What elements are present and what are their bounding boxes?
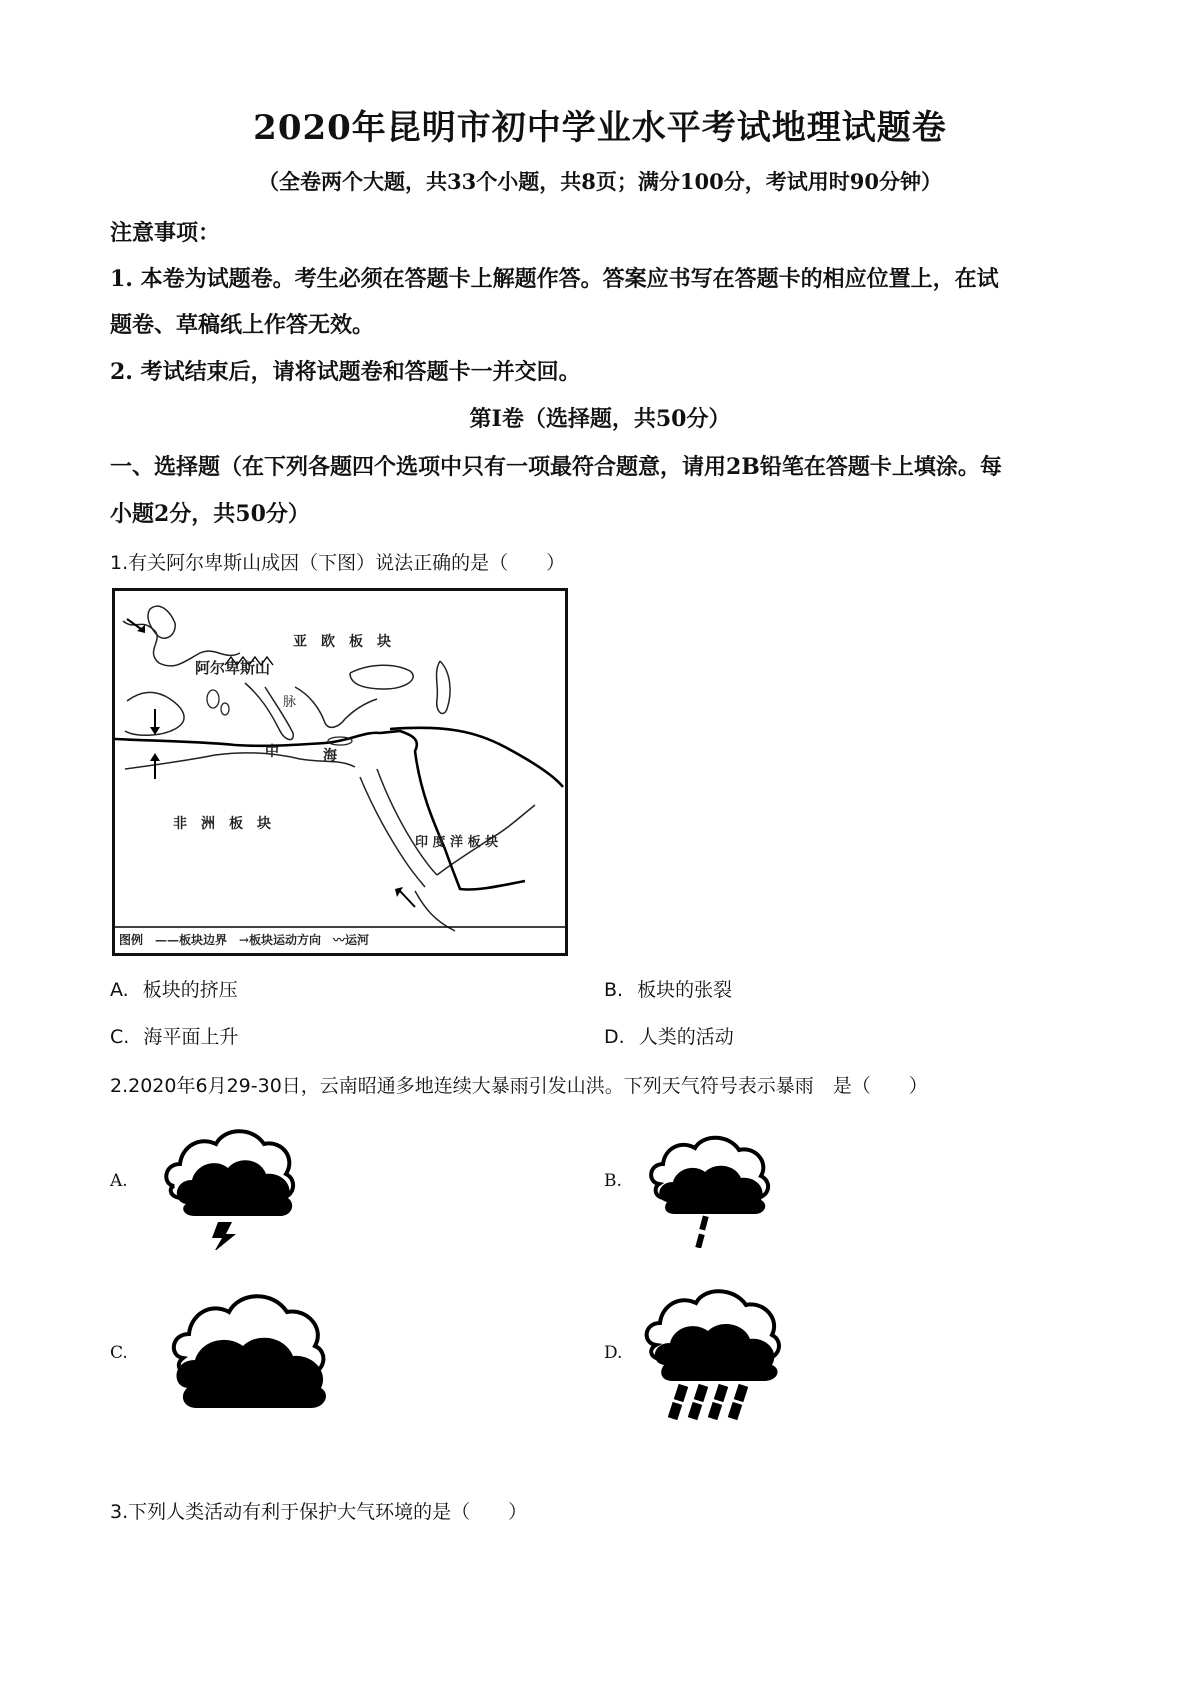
q2-option-b-label[interactable]: B.	[604, 1171, 622, 1191]
q2-option-d-label[interactable]: D.	[604, 1343, 623, 1363]
q2-option-c-label[interactable]: C.	[110, 1343, 128, 1363]
heavy-rain-icon[interactable]	[640, 1285, 790, 1420]
q2-option-a-label[interactable]: A.	[110, 1171, 128, 1191]
light-rain-icon[interactable]	[645, 1128, 775, 1248]
option-text: 板块的挤压	[142, 979, 238, 1001]
question-3-stem: 3.下列人类活动有利于保护大气环境的是（ ）	[110, 1501, 528, 1523]
option-label: B.	[604, 979, 624, 1001]
option-text: 海平面上升	[143, 1026, 239, 1048]
page-title: 2020年昆明市初中学业水平考试地理试题卷	[253, 108, 947, 148]
q1-option-a[interactable]	[110, 975, 238, 1002]
map-legend: 图例 ——板块边界 →板块运动方向 〰运河	[119, 933, 370, 947]
sea-label-a: 中	[265, 744, 279, 760]
alps-label: 阿尔卑斯山	[195, 659, 271, 677]
q1-option-c[interactable]	[110, 1022, 238, 1049]
option-label: D.	[604, 1026, 625, 1048]
option-label: A.	[110, 979, 129, 1001]
question-1-stem: 1.有关阿尔卑斯山成因（下图）说法正确的是（ ）	[110, 552, 566, 574]
thunderstorm-icon[interactable]	[160, 1118, 300, 1250]
overcast-icon[interactable]	[165, 1280, 335, 1410]
eurasian-plate-label: 亚 欧 板 块	[293, 634, 391, 650]
q1-option-d[interactable]	[604, 1022, 734, 1049]
african-plate-label: 非 洲 板 块	[173, 816, 271, 832]
sea-label-b: 海	[323, 748, 337, 764]
section-intro-line-2: 小题2分，共50分）	[110, 501, 310, 527]
notes-heading: 注意事项：	[110, 220, 221, 246]
indian-ocean-plate-label: 印 度 洋 板 块	[415, 835, 499, 850]
section-heading: 第Ⅰ卷（选择题，共50分）	[469, 406, 731, 432]
option-text: 板块的张裂	[637, 979, 733, 1001]
option-label: C.	[110, 1026, 130, 1048]
note-1-line-2: 题卷、草稿纸上作答无效。	[110, 312, 375, 338]
q1-option-b[interactable]	[604, 975, 732, 1002]
exam-info: （全卷两个大题，共33个小题，共8页；满分100分，考试用时90分钟）	[258, 169, 942, 194]
option-text: 人类的活动	[638, 1026, 734, 1048]
note-2: 2. 考试结束后，请将试题卷和答题卡一并交回。	[110, 359, 581, 385]
note-1-line-1: 1. 本卷为试题卷。考生必须在答题卡上解题作答。答案应书写在答题卡的相应位置上，在试	[110, 266, 999, 292]
alps-label-suffix: 脉	[283, 695, 297, 710]
plate-map-figure	[112, 588, 568, 956]
section-intro-line-1: 一、选择题（在下列各题四个选项中只有一项最符合题意，请用2B铅笔在答题卡上填涂。每	[110, 454, 1002, 480]
question-2-stem: 2.2020年6月29-30日，云南昭通多地连续大暴雨引发山洪。下列天气符号表示暴雨 是（ ）	[110, 1075, 928, 1097]
